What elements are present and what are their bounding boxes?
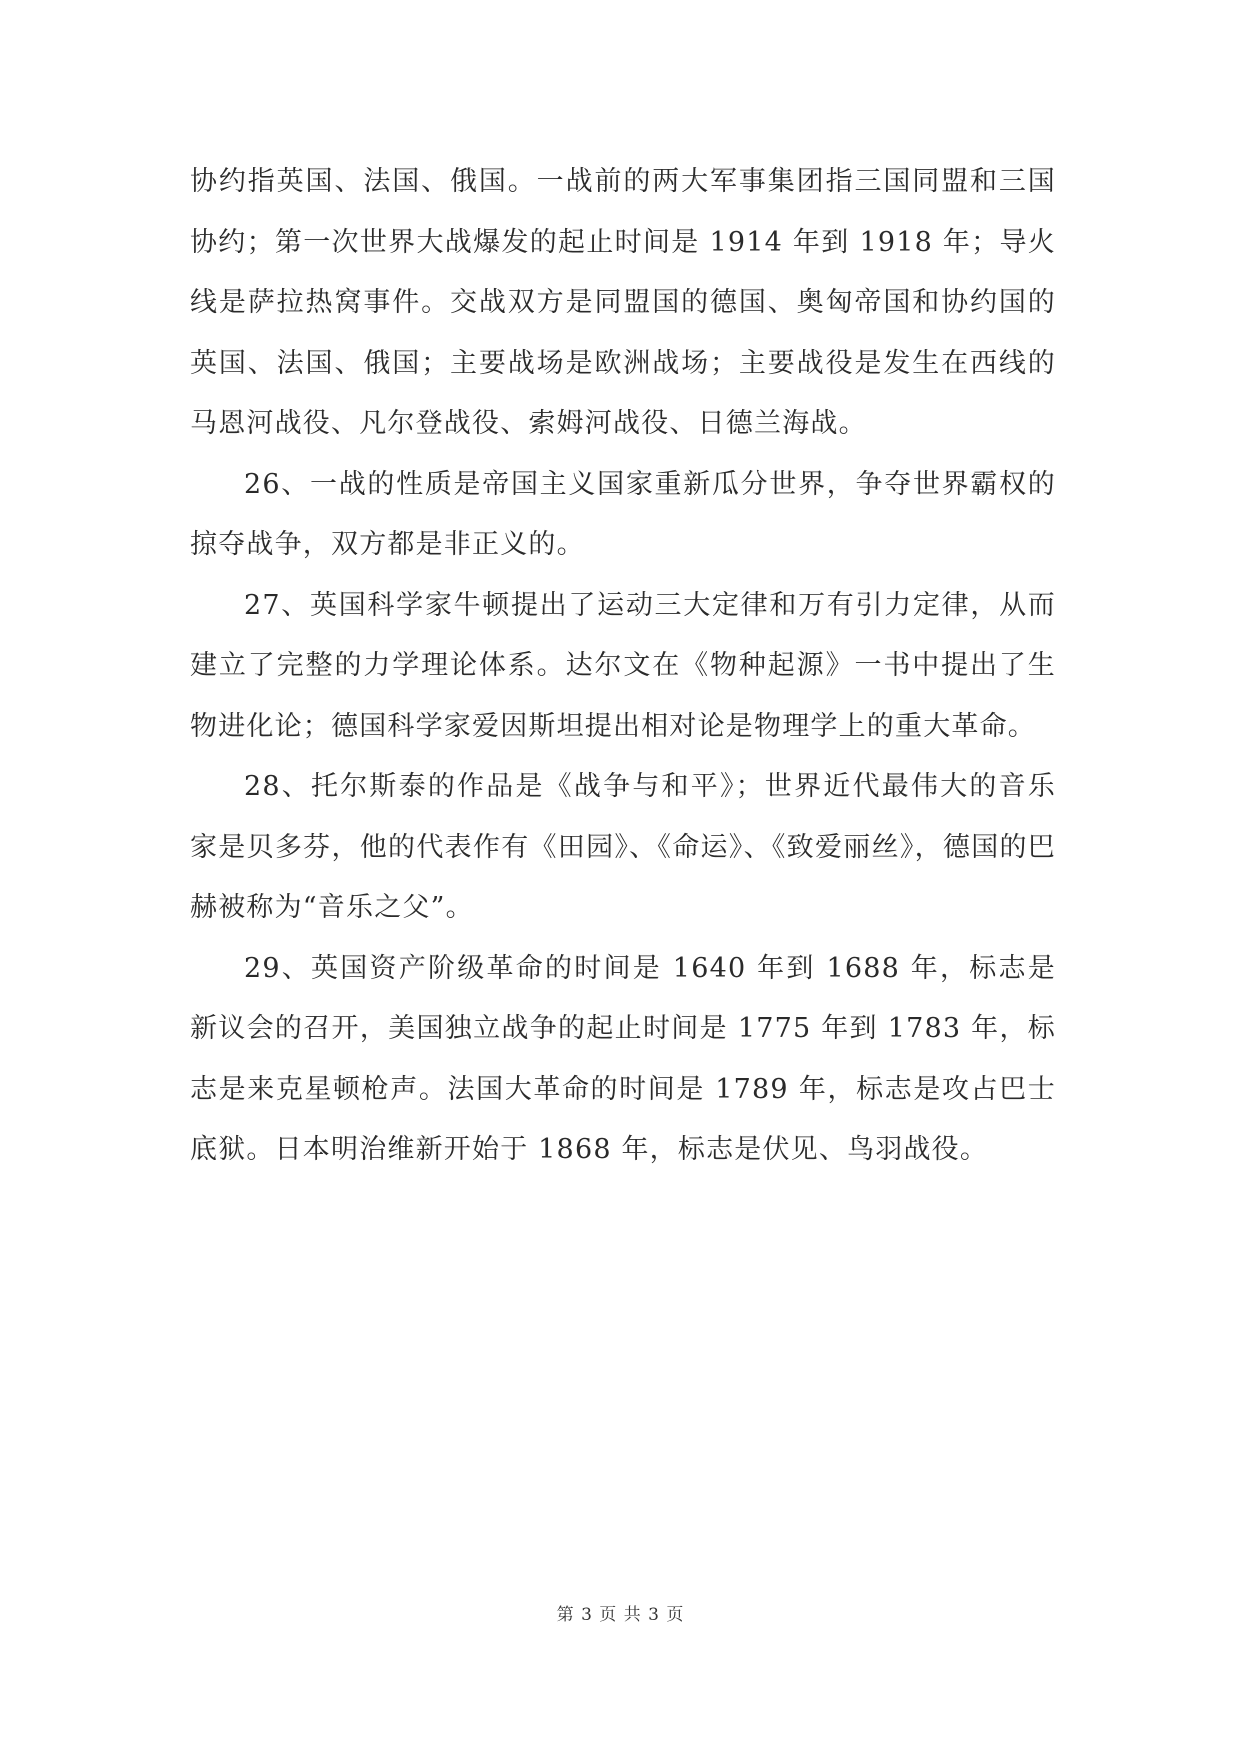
- paragraph-item-27: 27、英国科学家牛顿提出了运动三大定律和万有引力定律，从而建立了完整的力学理论体系。达尔文在《物种起源》一书中提出了生物进化论；德国科学家爱因斯坦提出相对论是物理学上的重大革命。: [190, 589, 1056, 742]
- paragraph-continuation: 协约指英国、法国、俄国。一战前的两大军事集团指三国同盟和三国协约；第一次世界大战爆发的起止时间是 1914 年到 1918 年；导火线是萨拉热窝事件。交战双方是同盟国的德国、奥匈帝国和协约国的英国、法国、俄国；主要战场是欧洲战场；主要战役是发生在西线的马恩河战役、凡尔登战役、索姆河战役、日德兰海战。: [190, 166, 1056, 439]
- document-body: [190, 152, 1056, 1181]
- page-number-footer: 第 3 页 共 3 页: [556, 1605, 685, 1625]
- paragraph-item-26: 26、一战的性质是帝国主义国家重新瓜分世界，争夺世界霸权的掠夺战争，双方都是非正义的。: [190, 468, 1056, 560]
- paragraph-item-28: 28、托尔斯泰的作品是《战争与和平》；世界近代最伟大的音乐家是贝多芬，他的代表作有《田园》、《命运》、《致爱丽丝》，德国的巴赫被称为“音乐之父”。: [190, 771, 1056, 923]
- paragraph-item-29: 29、英国资产阶级革命的时间是 1640 年到 1688 年，标志是新议会的召开，美国独立战争的起止时间是 1775 年到 1783 年，标志是来克星顿枪声。法国大革命的时间是 1789 年，标志是攻占巴士底狱。日本明治维新开始于 1868 年，标志是伏见、鸟羽战役。: [190, 952, 1056, 1165]
